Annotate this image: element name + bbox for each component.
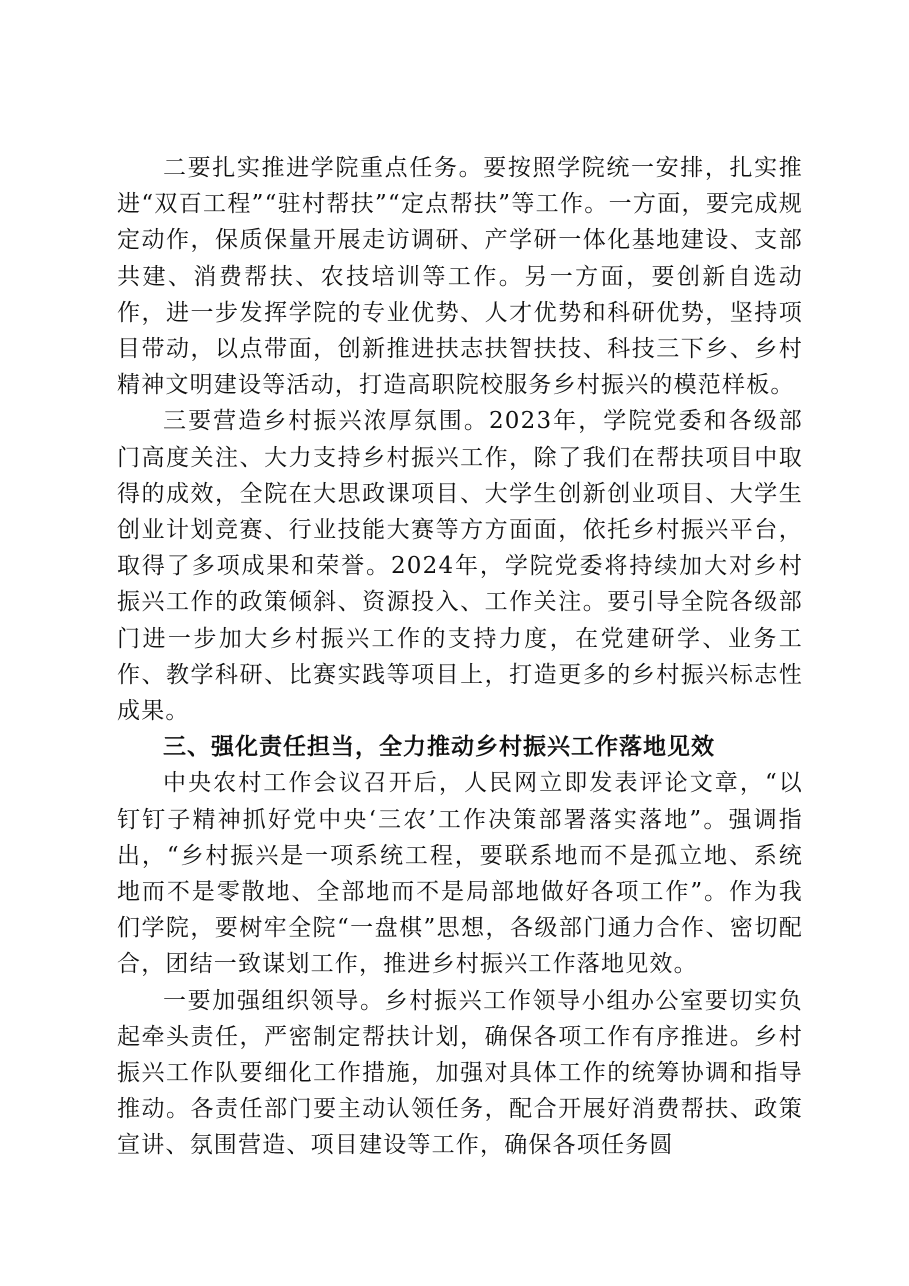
paragraph-central-conference: 中央农村工作会议召开后，人民网立即发表评论文章，“以钉钉子精神抓好党中央‘三农’工作决策部署落实落地”。强调指出，“乡村振兴是一项系统工程，要联系地而不是孤立地、系统地而不是零散地、全部地而不是局部地做好各项工作”。作为我们学院，要树牢全院“一盘棋”思想，各级部门通力合作、密切配合，团结一致谋划工作，推进乡村振兴工作落地见效。	[117, 770, 803, 978]
paragraph-atmosphere: 三要营造乡村振兴浓厚氛围。2023年，学院党委和各级部门高度关注、大力支持乡村振兴工作，除了我们在帮扶项目中取得的成效，全院在大思政课项目、大学生创新创业项目、大学生创业计划竞赛、行业技能大赛等方方面面，依托乡村振兴平台，取得了多项成果和荣誉。2024年，学院党委将持续加大对乡村振兴工作的政策倾斜、资源投入、工作关注。要引导全院各级部门进一步加大乡村振兴工作的支持力度，在党建研学、业务工作、教学科研、比赛实践等项目上，打造更多的乡村振兴标志性成果。	[117, 408, 803, 725]
section-heading-responsibility: 三、强化责任担当，全力推动乡村振兴工作落地见效	[163, 734, 715, 761]
paragraph-organization-leadership: 一要加强组织领导。乡村振兴工作领导小组办公室要切实负起牵头责任，严密制定帮扶计划，确保各项工作有序推进。乡村振兴工作队要细化工作措施，加强对具体工作的统筹协调和指导推动。各责任部门要主动认领任务，配合开展好消费帮扶、政策宣讲、氛围营造、项目建设等工作，确保各项任务圆	[117, 987, 803, 1159]
paragraph-key-tasks: 二要扎实推进学院重点任务。要按照学院统一安排，扎实推进“双百工程”“驻村帮扶”“定点帮扶”等工作。一方面，要完成规定动作，保质保量开展走访调研、产学研一体化基地建设、支部共建、消费帮扶、农技培训等工作。另一方面，要创新自选动作，进一步发挥学院的专业优势、人才优势和科研优势，坚持项目带动，以点带面，创新推进扶志扶智扶技、科技三下乡、乡村精神文明建设等活动，打造高职院校服务乡村振兴的模范样板。	[117, 155, 803, 399]
document-body	[117, 150, 803, 1164]
